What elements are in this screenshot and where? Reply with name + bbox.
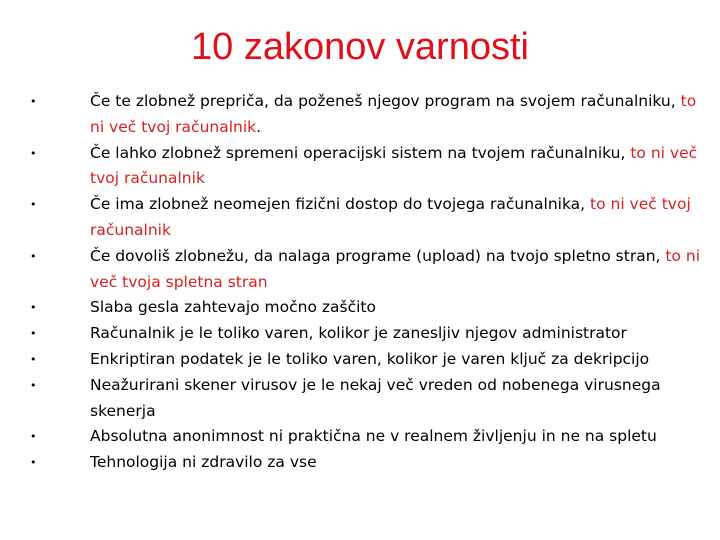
bullet-text — [90, 141, 710, 193]
item-text: Enkriptiran podatek je le toliko varen, kolikor je varen ključ za dekripcijo — [90, 349, 650, 368]
item-suffix: . — [256, 117, 262, 136]
slide-title: 10 zakonov varnosti — [191, 26, 529, 68]
item-text: Neažurirani skener virusov je le nekaj več vreden od nobenega virusnega skenerja — [90, 375, 661, 420]
bullet-icon: • — [30, 301, 37, 315]
item-highlight: to ni več tvoj računalnik — [90, 143, 698, 188]
bullet-text — [90, 89, 710, 141]
item-text: Absolutna anonimnost ni praktična ne v realnem življenju in ne na spletu — [90, 427, 657, 446]
bullet-list — [30, 89, 710, 476]
bullet-icon: • — [30, 249, 37, 263]
bullet-text — [90, 321, 710, 347]
item-text: Računalnik je le toliko varen, kolikor je zanesljiv njegov administrator — [90, 324, 627, 343]
bullet-icon: • — [30, 146, 37, 160]
list-item — [30, 450, 710, 476]
bullet-text — [90, 192, 710, 244]
list-item — [30, 141, 710, 193]
list-item — [30, 373, 710, 425]
list-item — [30, 321, 710, 347]
bullet-icon: • — [30, 378, 37, 392]
bullet-text — [90, 244, 710, 296]
list-item — [30, 244, 710, 296]
list-item — [30, 295, 710, 321]
item-text: Tehnologija ni zdravilo za vse — [90, 453, 317, 472]
list-item — [30, 424, 710, 450]
bullet-text — [90, 347, 710, 373]
bullet-icon: • — [30, 198, 37, 212]
item-text: Če dovoliš zlobnežu, da nalaga programe (upload) na tvojo spletno stran, — [90, 246, 666, 265]
bullet-icon: • — [30, 430, 37, 444]
bullet-text — [90, 450, 710, 476]
bullet-text — [90, 424, 710, 450]
bullet-icon: • — [30, 95, 37, 108]
item-text: Če te zlobnež prepriča, da poženeš njegov program na svojem računalniku, — [90, 92, 681, 110]
bullet-icon: • — [30, 352, 37, 366]
bullet-icon: • — [30, 456, 37, 470]
list-item — [30, 89, 710, 141]
item-text: Če ima zlobnež neomejen fizični dostop do tvojega računalnika, — [90, 195, 591, 214]
bullet-text — [90, 373, 710, 425]
list-item — [30, 347, 710, 373]
item-text: Če lahko zlobnež spremeni operacijski sistem na tvojem računalniku, — [90, 143, 631, 162]
item-highlight: to ni več tvoja spletna stran — [90, 246, 701, 291]
item-text: Slaba gesla zahtevajo močno zaščito — [90, 298, 376, 317]
bullet-text — [90, 295, 710, 321]
bullet-icon: • — [30, 327, 37, 341]
list-item — [30, 192, 710, 244]
item-highlight: to ni več tvoj računalnik — [90, 195, 691, 239]
item-highlight: to ni več tvoj računalnik — [90, 92, 697, 136]
